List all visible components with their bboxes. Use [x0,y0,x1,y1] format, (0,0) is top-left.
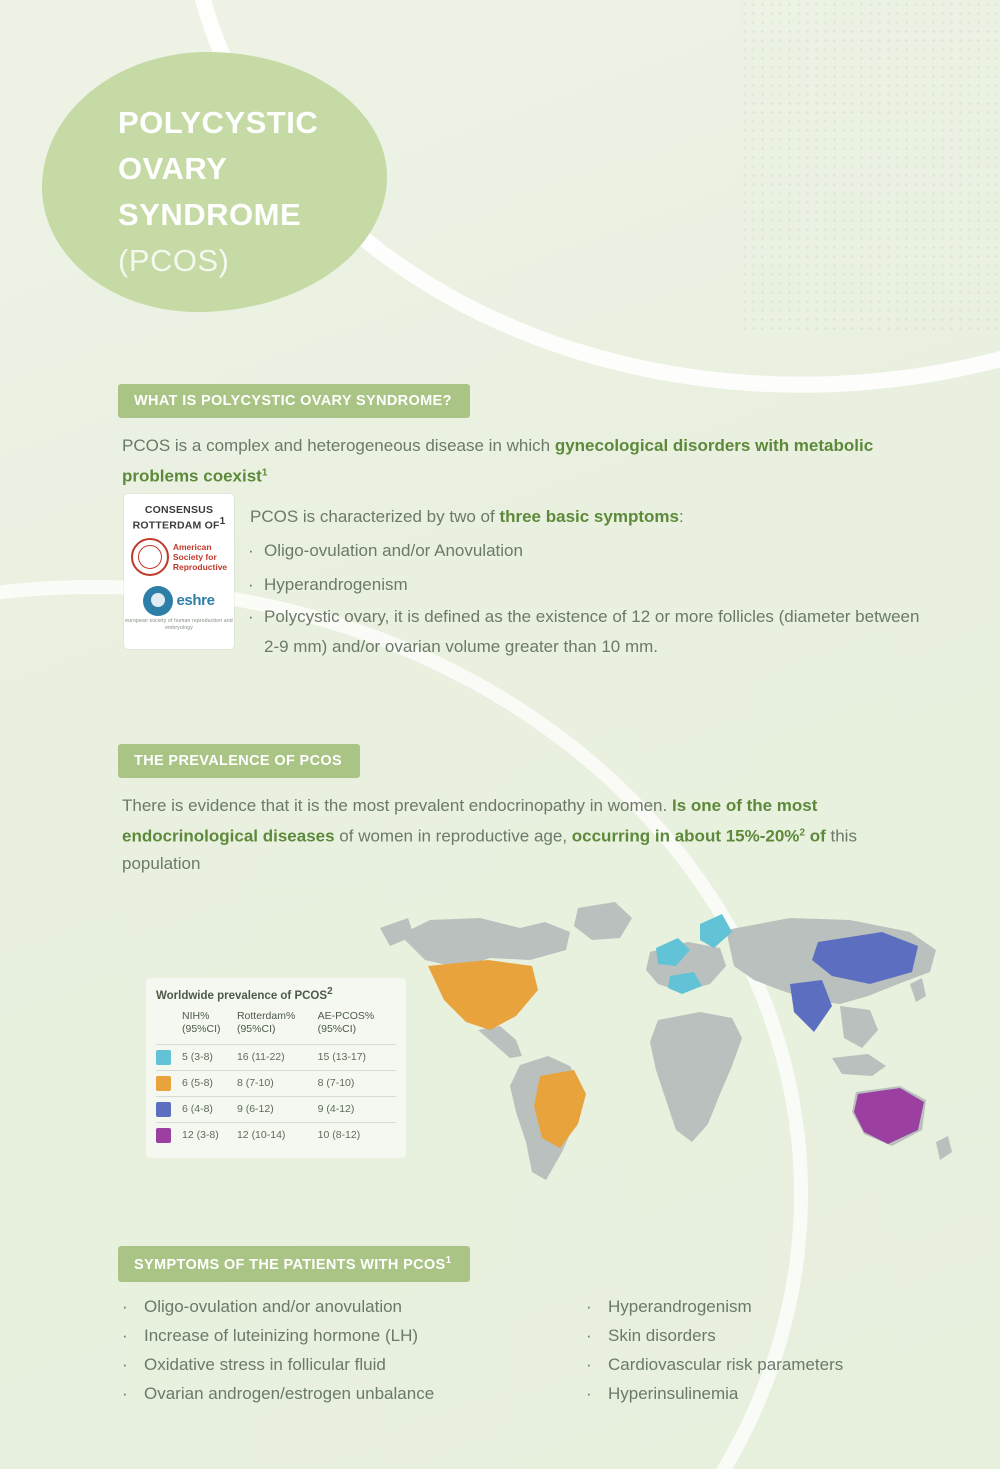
col-nih: NIH% (95%CI) [182,1009,221,1035]
bullet-dot-icon: · [586,1384,592,1403]
legend-color-chip [156,1128,171,1143]
legend-title-text: Worldwide prevalence of PCOS [156,989,328,1002]
title-subtitle: (PCOS) [118,243,230,278]
prevalence-bold-2-tail: of [805,826,826,846]
bullet-text: Hyperandrogenism [264,575,408,594]
bullet-dot-icon: · [122,1355,128,1374]
what-is-paragraph-ref: 1 [261,467,268,478]
cell-ae-pcos: 8 (7-10) [318,1070,396,1096]
list-item [248,602,938,662]
list-item [586,1321,966,1350]
what-is-paragraph-plain: PCOS is a complex and heterogeneous disease in which [122,436,555,455]
bullet-text: Ovarian androgen/estrogen unbalance [144,1384,435,1403]
list-item [248,534,938,568]
what-is-paragraph-bold: gynecological disorders with metabolic problems coexist [122,436,874,486]
section-tag-prevalence: THE PREVALENCE OF PCOS [118,744,360,778]
legend-title [156,986,396,1002]
map-region-usa-mexico [428,960,538,1030]
legend-title-ref: 2 [327,986,333,997]
legend-color-chip [156,1076,171,1091]
section-tag-what-is: WHAT IS POLYCYSTIC OVARY SYNDROME? [118,384,470,418]
consensus-ref: 1 [219,516,226,527]
list-item [122,1379,562,1408]
bullet-dot-icon: · [586,1297,592,1316]
bullet-text: Cardiovascular risk parameters [608,1355,844,1374]
page-title [118,100,538,284]
characterized-line [250,503,940,530]
legend-color-chip [156,1102,171,1117]
cell-nih: 6 (4-8) [182,1096,237,1122]
cell-ae-pcos: 9 (4-12) [318,1096,396,1122]
eshre-logo [124,586,234,616]
consensus-label [124,504,234,532]
table-row [156,1070,396,1096]
cell-nih: 12 (3-8) [182,1122,237,1148]
cell-ae-pcos: 10 (8-12) [318,1122,396,1148]
symptoms-list-left [122,1292,562,1408]
asrm-line-3: Reproductive [172,561,228,572]
bullet-text: Polycystic ovary, it is defined as the existence of 12 or more follicles (diameter between 2-9 mm) and/or ovarian volume greater than 10 mm. [264,607,920,656]
what-is-paragraph [122,432,932,490]
prevalence-legend-table [146,978,406,1158]
prevalence-bold-2: occurring in about 15%-20% [571,826,800,846]
bullet-text: Oligo-ovulation and/or anovulation [144,1297,403,1316]
cell-rotterdam: 9 (6-12) [237,1096,318,1122]
bullet-dot-icon: · [248,575,254,594]
asrm-text [173,542,227,572]
prevalence-bold-1: Is one of the most endocrinological diseases [122,796,818,846]
title-line-3: SYNDROME [118,197,302,232]
world-map-svg [370,880,970,1225]
list-item [122,1321,562,1350]
prevalence-plain-3: this population [122,826,857,873]
bullet-dot-icon: · [122,1384,128,1403]
cell-ae-pcos: 15 (13-17) [318,1044,396,1070]
section-tag-symptoms [118,1246,470,1282]
asrm-seal-icon [131,538,169,576]
consensus-line-2: ROTTERDAM OF [132,519,220,532]
bullet-text: Increase of luteinizing hormone (LH) [144,1326,419,1345]
bullet-dot-icon: · [248,607,254,626]
list-item [586,1350,966,1379]
what-is-bullet-list [248,534,938,662]
row-swatch [156,1070,182,1096]
row-swatch [156,1096,182,1122]
list-item [248,568,938,602]
cell-rotterdam: 8 (7-10) [237,1070,318,1096]
map-region-brazil [534,1070,586,1148]
characterized-tail: : [678,507,684,526]
bullet-text: Oligo-ovulation and/or Anovulation [264,541,523,560]
prevalence-paragraph [122,792,932,877]
col-ae-pcos: AE-PCOS% (95%CI) [317,1009,375,1035]
list-item [122,1350,562,1379]
bullet-dot-icon: · [122,1297,128,1316]
bullet-dot-icon: · [248,541,254,560]
legend-color-chip [156,1050,171,1065]
list-item [586,1379,966,1408]
eshre-subtitle: european society of human reproduction and embryology [125,617,233,631]
characterized-plain: PCOS is characterized by two of [250,507,500,526]
col-rotterdam: Rotterdam% (95%CI) [236,1009,296,1035]
cell-nih: 6 (5-8) [182,1070,237,1096]
eshre-circle-icon [143,586,173,616]
row-swatch [156,1122,182,1148]
cell-rotterdam: 12 (10-14) [237,1122,318,1148]
row-swatch [156,1044,182,1070]
consensus-line-1: CONSENSUS [144,504,214,516]
list-item [586,1292,966,1321]
rotterdam-consensus-logo [124,494,234,649]
bullet-dot-icon: · [586,1326,592,1345]
section-tag-symptoms-ref: 1 [445,1255,452,1266]
prevalence-ref: 2 [799,827,805,838]
title-line-1: POLYCYSTIC [118,105,319,140]
list-item [122,1292,562,1321]
table-row [156,1122,396,1148]
table-row [156,1096,396,1122]
bullet-dot-icon: · [586,1355,592,1374]
section-tag-symptoms-text: SYMPTOMS OF THE PATIENTS WITH PCOS [134,1256,446,1273]
map-region-scandinavia [700,914,732,948]
asrm-logo [124,538,234,576]
table-header-row [156,1010,396,1045]
symptoms-list-right [586,1292,966,1408]
prevalence-plain-2: of women in reproductive age, [334,826,572,846]
dot-pattern-decoration [740,0,1000,330]
table-row [156,1044,396,1070]
bullet-text: Skin disorders [608,1326,716,1345]
cell-nih: 5 (3-8) [182,1044,237,1070]
characterized-bold: three basic symptoms [499,507,679,526]
bullet-text: Oxidative stress in follicular fluid [144,1355,386,1374]
map-region-australia [854,1088,924,1144]
asrm-line-1: American [172,541,212,552]
title-line-2: OVARY [118,151,228,186]
bullet-dot-icon: · [122,1326,128,1345]
col-swatch [156,1010,182,1045]
eshre-wordmark: eshre [176,592,215,609]
asrm-line-2: Society for [172,551,217,562]
legend-table [156,1010,396,1148]
prevalence-plain-1: There is evidence that it is the most prevalent endocrinopathy in women. [122,796,672,815]
bullet-text: Hyperinsulinemia [608,1384,739,1403]
bullet-text: Hyperandrogenism [608,1297,752,1316]
world-map [370,880,970,1225]
cell-rotterdam: 16 (11-22) [237,1044,318,1070]
